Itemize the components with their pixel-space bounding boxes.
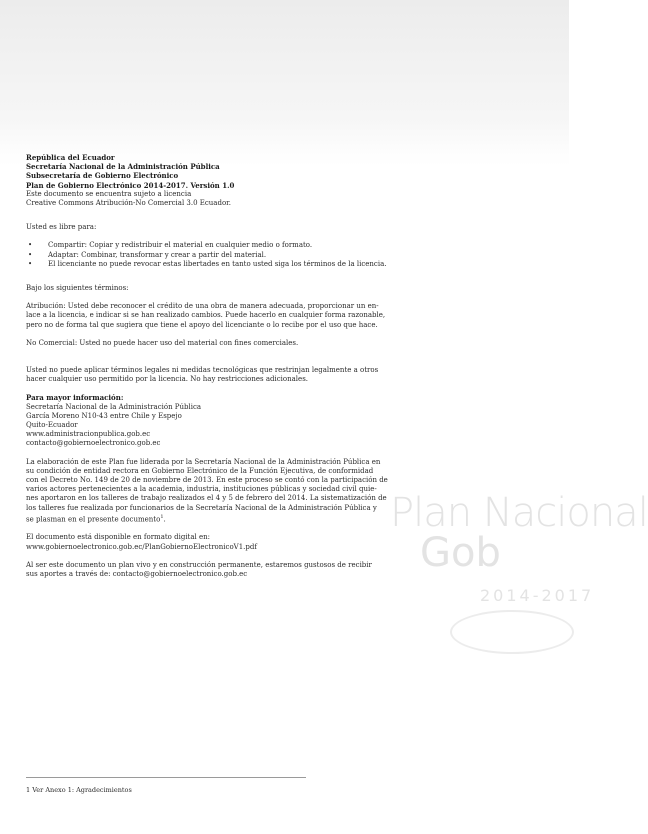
text-line: pero no de forma tal que sugiera que tiene el apoyo del licenciante o lo recibe por el uso que hace. <box>26 320 378 329</box>
text-line: Usted no puede aplicar términos legales ni medidas tecnológicas que restrinjan legalmente a otros <box>26 366 379 375</box>
freedoms-list <box>26 241 466 269</box>
watermark-swirl <box>450 610 574 654</box>
elaboration-paragraph <box>26 458 466 525</box>
subsecretariat-line: Subsecretaría de Gobierno Electrónico <box>26 171 179 181</box>
footnote-marker: 1 <box>160 513 164 520</box>
text-line: La elaboración de este Plan fue liderada por la Secretaría Nacional de la Administración Pública en <box>26 457 381 466</box>
text-line: nes aportaron en los talleres de trabajo realizados el 4 y 5 de febrero del 2014. La sistematización de <box>26 494 387 503</box>
terms-intro: Bajo los siguientes términos: <box>26 284 129 293</box>
scan-shading <box>0 0 569 150</box>
text-fragment: se plasman en el presente documento <box>26 515 161 524</box>
contact-website: www.administracionpublica.gob.ec <box>26 430 151 439</box>
watermark-years: 2014-2017 <box>480 586 595 605</box>
text-line: los talleres fue realizada por funcionarios de la Secretaría Nacional de la Administración Pública y <box>26 503 377 512</box>
watermark-title: Plan Nacional <box>390 490 648 536</box>
text-line: hacer cualquier uso permitido por la licencia. No hay restricciones adicionales. <box>26 375 309 384</box>
contact-block <box>26 393 466 448</box>
list-item: • Compartir: Copiar y redistribuir el material en cualquier medio o formato. <box>26 241 466 250</box>
contact-address: García Moreno N10-43 entre Chile y Espejo <box>26 411 182 420</box>
footnote: 1 Ver Anexo 1: Agradecimientos <box>26 786 132 794</box>
watermark-subtitle: Gob <box>420 530 501 576</box>
text-line: El documento está disponible en formato digital en: <box>26 533 211 542</box>
text-line: varios actores pertenecientes a la academia, industria, instituciones públicas y sociedad civil quie- <box>26 485 377 494</box>
contact-city: Quito-Ecuador <box>26 421 78 430</box>
text-line <box>26 513 466 525</box>
list-item: • El licenciante no puede revocar estas libertades en tanto usted siga los términos de la licencia. <box>26 260 466 269</box>
text-fragment: . <box>163 515 166 524</box>
footnote-divider <box>26 777 306 778</box>
country-line: República del Ecuador <box>26 153 115 162</box>
contact-org: Secretaría Nacional de la Administración Pública <box>26 402 202 411</box>
attribution-paragraph <box>26 302 466 330</box>
secretariat-line: Secretaría Nacional de la Administración Pública <box>26 162 220 172</box>
contact-heading: Para mayor información: <box>26 393 124 403</box>
text-line: Atribución: Usted debe reconocer el crédito de una obra de manera adecuada, proporcionar un en- <box>26 302 379 311</box>
list-item: • Adaptar: Combinar, transformar y crear a partir del material. <box>26 251 466 260</box>
text-line: lace a la licencia, e indicar si se han realizado cambios. Puede hacerlo en cualquier forma razonable, <box>26 311 386 320</box>
freedoms-intro: Usted es libre para: <box>26 223 97 232</box>
text-line: con el Decreto No. 149 de 20 de noviembre de 2013. En este proceso se contó con la participación de <box>26 476 388 485</box>
availability-paragraph <box>26 533 466 551</box>
credits-block <box>26 153 466 208</box>
text-line: su condición de entidad rectora en Gobierno Electrónico de la Función Ejecutiva, de conformidad <box>26 466 374 475</box>
license-note-line: Este documento se encuentra sujeto a licencia <box>26 189 192 198</box>
license-name-line: Creative Commons Atribución-No Comercial 3.0 Ecuador. <box>26 199 231 208</box>
plan-title-line: Plan de Gobierno Electrónico 2014-2017. Versión 1.0 <box>26 180 235 190</box>
contact-email: contacto@gobiernoelectronico.gob.ec <box>26 439 161 448</box>
restrictions-paragraph <box>26 366 466 384</box>
noncommercial-paragraph: No Comercial: Usted no puede hacer uso del material con fines comerciales. <box>26 338 299 347</box>
document-url: www.gobiernoelectronico.gob.ec/PlanGobiernoElectronicoV1.pdf <box>26 542 257 551</box>
document-body <box>26 153 466 579</box>
text-line: Al ser este documento un plan vivo y en construcción permanente, estaremos gustosos de recibir <box>26 560 372 569</box>
text-line: sus aportes a través de: contacto@gobiernoelectronico.gob.ec <box>26 570 248 579</box>
living-document-paragraph <box>26 561 466 579</box>
